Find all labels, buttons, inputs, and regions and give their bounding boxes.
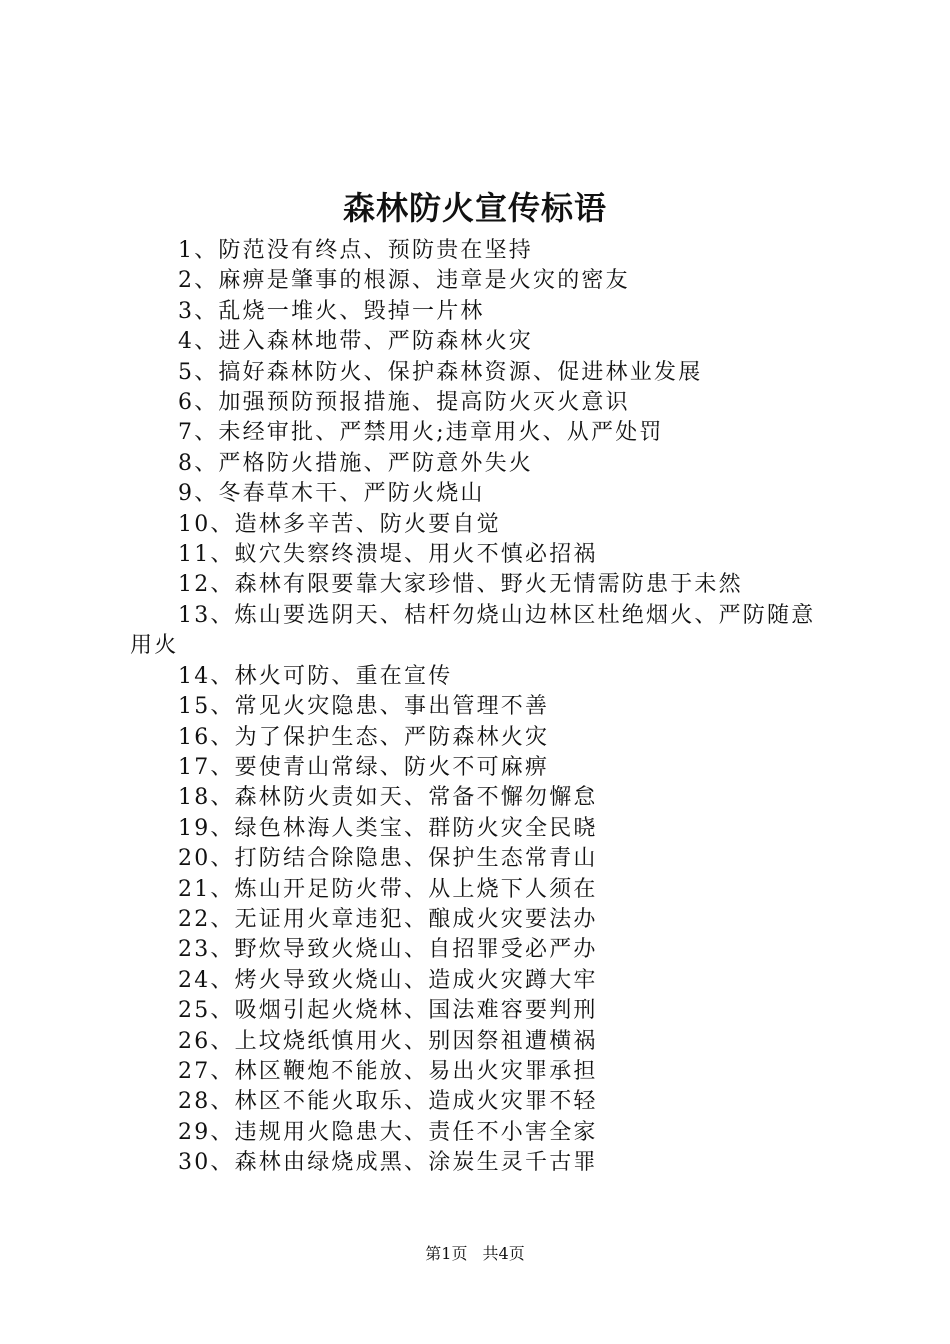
slogan-item: 3、乱烧一堆火、毁掉一片林 xyxy=(178,298,485,324)
slogan-list xyxy=(130,236,830,1179)
slogan-item: 27、林区鞭炮不能放、易出火灾罪承担 xyxy=(178,1058,598,1084)
slogan-item: 11、蚁穴失察终溃堤、用火不慎必招祸 xyxy=(178,542,598,568)
page-number: 第1页 xyxy=(425,1244,468,1263)
slogan-item: 24、烤火导致火烧山、造成火灾蹲大牢 xyxy=(178,967,598,993)
slogan-item: 16、为了保护生态、严防森林火灾 xyxy=(178,724,550,750)
slogan-item: 13、炼山要选阴天、桔杆勿烧山边林区杜绝烟火、严防随意用火 xyxy=(130,602,816,659)
slogan-item: 2、麻痹是肇事的根源、违章是火灾的密友 xyxy=(178,268,630,294)
slogan-item: 26、上坟烧纸慎用火、别因祭祖遭横祸 xyxy=(178,1028,598,1054)
slogan-item: 22、无证用火章违犯、酿成火灾要法办 xyxy=(178,906,598,932)
page-footer xyxy=(0,1242,950,1266)
slogan-item: 23、野炊导致火烧山、自招罪受必严办 xyxy=(178,937,598,963)
slogan-item: 30、森林由绿烧成黑、涂炭生灵千古罪 xyxy=(178,1150,598,1176)
slogan-item: 18、森林防火责如天、常备不懈勿懈怠 xyxy=(178,785,598,811)
slogan-item: 17、要使青山常绿、防火不可麻痹 xyxy=(178,754,550,780)
slogan-item: 14、林火可防、重在宣传 xyxy=(178,663,453,689)
slogan-item: 12、森林有限要靠大家珍惜、野火无情需防患于未然 xyxy=(178,572,743,598)
slogan-item: 5、搞好森林防火、保护森林资源、促进林业发展 xyxy=(178,359,703,385)
slogan-item: 6、加强预防预报措施、提高防火灭火意识 xyxy=(178,390,630,416)
slogan-item: 20、打防结合除隐患、保护生态常青山 xyxy=(178,846,598,872)
slogan-item: 4、进入森林地带、严防森林火灾 xyxy=(178,329,533,355)
slogan-item: 15、常见火灾隐患、事出管理不善 xyxy=(178,694,550,720)
document-title: 森林防火宣传标语 xyxy=(342,189,607,227)
page-total: 共4页 xyxy=(482,1244,525,1263)
slogan-item: 9、冬春草木干、严防火烧山 xyxy=(178,481,485,507)
slogan-item: 8、严格防火措施、严防意外失火 xyxy=(178,450,533,476)
slogan-item: 21、炼山开足防火带、从上烧下人须在 xyxy=(178,876,598,902)
slogan-item: 25、吸烟引起火烧林、国法难容要判刑 xyxy=(178,998,598,1024)
slogan-item: 29、违规用火隐患大、责任不小害全家 xyxy=(178,1119,598,1145)
slogan-item: 28、林区不能火取乐、造成火灾罪不轻 xyxy=(178,1089,598,1115)
slogan-item: 10、造林多辛苦、防火要自觉 xyxy=(178,511,501,537)
slogan-item: 19、绿色林海人类宝、群防火灾全民晓 xyxy=(178,815,598,841)
slogan-item: 1、防范没有终点、预防贵在坚持 xyxy=(178,238,533,263)
slogan-item: 7、未经审批、严禁用火;违章用火、从严处罚 xyxy=(178,420,664,446)
